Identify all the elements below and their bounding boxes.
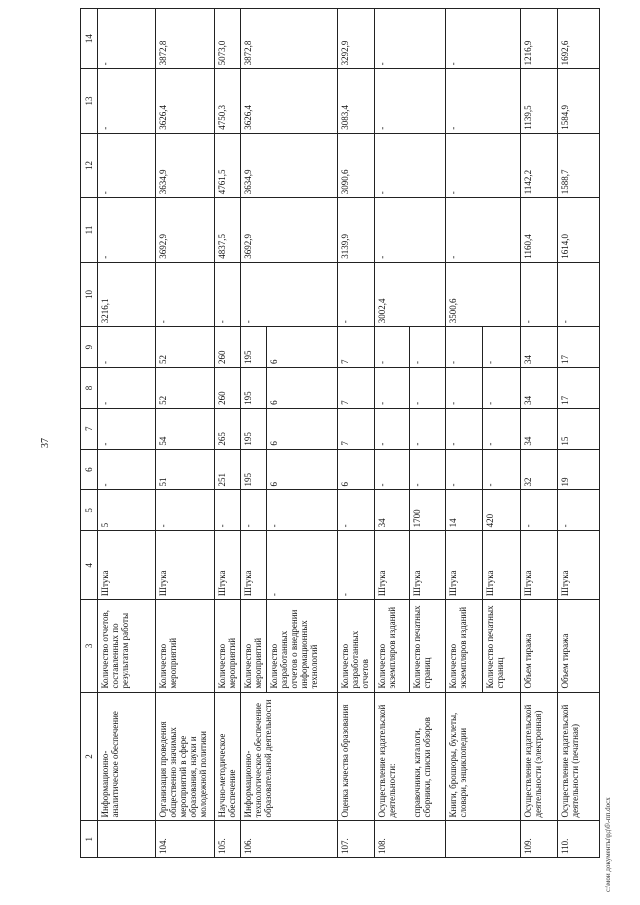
- cell-value: 1588,7: [558, 133, 600, 197]
- cell-no: 107.: [337, 821, 374, 858]
- cell-value: -: [558, 262, 600, 326]
- table-row: [374, 9, 409, 858]
- cell-value: 7: [337, 368, 374, 409]
- cell-value: 34: [520, 408, 558, 449]
- cell-indicator: Объем тиража: [558, 600, 600, 692]
- file-path: c:\мои документы\рд\б\-пп.docx: [604, 797, 612, 892]
- cell-indicator: Количество разработанных отчетов: [337, 600, 374, 692]
- cell-unit: Штука: [374, 531, 409, 600]
- cell-indicator: Количество экземпляров изданий: [445, 600, 483, 692]
- cell-value: 3139,9: [337, 198, 374, 262]
- cell-value: 4761,5: [214, 133, 240, 197]
- cell-value: -: [445, 368, 483, 409]
- cell-indicator: Количество экземпляров изданий: [374, 600, 409, 692]
- cell-unit: Штука: [214, 531, 240, 600]
- cell-unit: -: [266, 531, 337, 600]
- col-header: 3: [81, 600, 98, 692]
- cell-value: 3872,8: [156, 9, 214, 69]
- col-header: 11: [81, 198, 98, 262]
- cell-value: -: [483, 408, 521, 449]
- cell-value: -: [156, 262, 214, 326]
- cell-value: 3292,9: [337, 9, 374, 69]
- cell-unit: -: [337, 531, 374, 600]
- cell-no: 108.: [374, 821, 445, 858]
- cell-value: 3872,8: [240, 9, 337, 69]
- cell-unit: Штука: [97, 531, 155, 600]
- cell-value: -: [445, 449, 483, 490]
- cell-value: 3216,1: [97, 262, 155, 326]
- cell-value: -: [337, 490, 374, 531]
- cell-value: 3090,6: [337, 133, 374, 197]
- cell-value: -: [483, 449, 521, 490]
- cell-value: -: [374, 133, 445, 197]
- col-header: 7: [81, 408, 98, 449]
- cell-unit: Штука: [483, 531, 521, 600]
- cell-value: 420: [483, 490, 521, 531]
- cell-value: 195: [240, 408, 266, 449]
- cell-indicator: Количество отчетов, составленных по результатам работы: [97, 600, 155, 692]
- cell-unit: Штука: [240, 531, 266, 600]
- cell-name: Информационно-технологическое обеспечение образовательной деятельности: [240, 692, 337, 821]
- cell-value: 195: [240, 327, 266, 368]
- cell-name: справочники, каталоги, сборники, списки обзоров: [410, 692, 445, 821]
- cell-value: 3002,4: [374, 262, 445, 326]
- cell-value: -: [214, 490, 240, 531]
- cell-value: -: [483, 368, 521, 409]
- cell-name: Осуществление издательской деятельности (печатная): [558, 692, 600, 821]
- table-row: [520, 9, 558, 858]
- cell-value: 1139,5: [520, 69, 558, 133]
- cell-name: Осуществление издательской деятельности (электронная): [520, 692, 558, 821]
- cell-value: -: [410, 368, 445, 409]
- table-row: [156, 9, 214, 858]
- cell-value: -: [240, 262, 337, 326]
- cell-value: -: [445, 69, 520, 133]
- cell-value: -: [558, 490, 600, 531]
- cell-value: 1216,9: [520, 9, 558, 69]
- cell-value: -: [445, 408, 483, 449]
- cell-value: -: [97, 408, 155, 449]
- cell-value: 4750,3: [214, 69, 240, 133]
- cell-value: 3634,9: [240, 133, 337, 197]
- cell-value: -: [374, 408, 409, 449]
- cell-value: 1692,6: [558, 9, 600, 69]
- cell-indicator: Количество печатных страниц: [483, 600, 521, 692]
- cell-value: 6: [266, 368, 337, 409]
- rotated-table-wrapper: [80, 8, 600, 858]
- cell-value: 4837,5: [214, 198, 240, 262]
- cell-value: 1614,0: [558, 198, 600, 262]
- cell-unit: Штука: [410, 531, 445, 600]
- cell-value: 3626,4: [156, 69, 214, 133]
- cell-value: 6: [266, 408, 337, 449]
- cell-indicator: Количество разработанных отчетов о внедрении информационных технологий: [266, 600, 337, 692]
- cell-no: 110.: [558, 821, 600, 858]
- cell-value: 51: [156, 449, 214, 490]
- cell-value: -: [374, 9, 445, 69]
- cell-value: 195: [240, 449, 266, 490]
- cell-value: 15: [558, 408, 600, 449]
- col-header: 5: [81, 490, 98, 531]
- cell-value: 6: [266, 327, 337, 368]
- col-header: 2: [81, 692, 98, 821]
- table-row: [558, 9, 600, 858]
- table-row: [97, 9, 155, 858]
- cell-value: 52: [156, 327, 214, 368]
- cell-value: 5073,0: [214, 9, 240, 69]
- cell-value: 260: [214, 368, 240, 409]
- cell-value: -: [240, 490, 266, 531]
- cell-value: -: [97, 327, 155, 368]
- cell-value: 3692,9: [156, 198, 214, 262]
- cell-value: 3500,6: [445, 262, 520, 326]
- cell-value: 251: [214, 449, 240, 490]
- cell-value: 1142,2: [520, 133, 558, 197]
- cell-no: [445, 821, 520, 858]
- cell-value: -: [97, 368, 155, 409]
- cell-value: -: [337, 262, 374, 326]
- cell-value: 1584,9: [558, 69, 600, 133]
- cell-value: -: [520, 262, 558, 326]
- cell-value: 1160,4: [520, 198, 558, 262]
- cell-value: 32: [520, 449, 558, 490]
- cell-value: 195: [240, 368, 266, 409]
- cell-value: 34: [520, 327, 558, 368]
- cell-value: -: [374, 198, 445, 262]
- cell-value: -: [97, 198, 155, 262]
- cell-value: 3083,4: [337, 69, 374, 133]
- cell-value: -: [410, 449, 445, 490]
- cell-indicator: Количество мероприятий: [240, 600, 266, 692]
- cell-unit: Штука: [558, 531, 600, 600]
- cell-no: 104.: [156, 821, 214, 858]
- cell-value: -: [445, 327, 483, 368]
- cell-value: -: [97, 69, 155, 133]
- cell-value: 17: [558, 368, 600, 409]
- cell-value: -: [445, 133, 520, 197]
- cell-value: 1700: [410, 490, 445, 531]
- cell-value: 7: [337, 408, 374, 449]
- cell-value: -: [445, 9, 520, 69]
- table-row: [240, 9, 266, 858]
- cell-value: -: [214, 262, 240, 326]
- cell-value: -: [156, 490, 214, 531]
- table-row: [214, 9, 240, 858]
- cell-no: 109.: [520, 821, 558, 858]
- cell-name: Информационно-аналитическое обеспечение: [97, 692, 155, 821]
- cell-value: 5: [97, 490, 155, 531]
- cell-value: -: [520, 490, 558, 531]
- cell-value: -: [445, 198, 520, 262]
- cell-unit: Штука: [520, 531, 558, 600]
- cell-indicator: Объем тиража: [520, 600, 558, 692]
- cell-value: -: [97, 9, 155, 69]
- cell-value: 54: [156, 408, 214, 449]
- cell-unit: Штука: [445, 531, 483, 600]
- cell-indicator: Количество мероприятий: [156, 600, 214, 692]
- cell-indicator: Количество мероприятий: [214, 600, 240, 692]
- cell-value: 260: [214, 327, 240, 368]
- cell-value: 52: [156, 368, 214, 409]
- cell-value: -: [374, 449, 409, 490]
- cell-value: -: [410, 408, 445, 449]
- table-row: [337, 9, 374, 858]
- column-number-row: [81, 9, 98, 858]
- cell-value: 14: [445, 490, 483, 531]
- cell-value: -: [266, 490, 337, 531]
- cell-value: 6: [266, 449, 337, 490]
- cell-value: -: [410, 327, 445, 368]
- cell-name: Осуществление издательской деятельности:: [374, 692, 409, 821]
- cell-value: -: [374, 368, 409, 409]
- cell-value: 6: [337, 449, 374, 490]
- table-row: [445, 9, 483, 858]
- budget-table: [80, 8, 600, 858]
- cell-value: 3626,4: [240, 69, 337, 133]
- cell-unit: Штука: [156, 531, 214, 600]
- col-header: 1: [81, 821, 98, 858]
- col-header: 14: [81, 9, 98, 69]
- cell-value: -: [374, 69, 445, 133]
- cell-value: 34: [374, 490, 409, 531]
- cell-value: 7: [337, 327, 374, 368]
- cell-name: Книги, брошюры, буклеты, словари, энциклопедии: [445, 692, 520, 821]
- cell-name: Оценка качества образования: [337, 692, 374, 821]
- cell-value: 17: [558, 327, 600, 368]
- cell-no: [97, 821, 155, 858]
- cell-no: 105.: [214, 821, 240, 858]
- cell-name: Организация проведения общественно значимых мероприятий в сфере образования, науки и молодежной политики: [156, 692, 214, 821]
- col-header: 6: [81, 449, 98, 490]
- cell-value: -: [483, 327, 521, 368]
- cell-value: 34: [520, 368, 558, 409]
- col-header: 8: [81, 368, 98, 409]
- cell-name: Научно-методическое обеспечение: [214, 692, 240, 821]
- col-header: 13: [81, 69, 98, 133]
- cell-value: -: [374, 327, 409, 368]
- page-number: 37: [40, 438, 51, 448]
- cell-value: 19: [558, 449, 600, 490]
- col-header: 4: [81, 531, 98, 600]
- cell-value: 265: [214, 408, 240, 449]
- cell-value: -: [97, 133, 155, 197]
- cell-value: 3692,9: [240, 198, 337, 262]
- col-header: 9: [81, 327, 98, 368]
- col-header: 12: [81, 133, 98, 197]
- cell-indicator: Количество печатных страниц: [410, 600, 445, 692]
- cell-value: -: [97, 449, 155, 490]
- col-header: 10: [81, 262, 98, 326]
- cell-no: 106.: [240, 821, 337, 858]
- cell-value: 3634,9: [156, 133, 214, 197]
